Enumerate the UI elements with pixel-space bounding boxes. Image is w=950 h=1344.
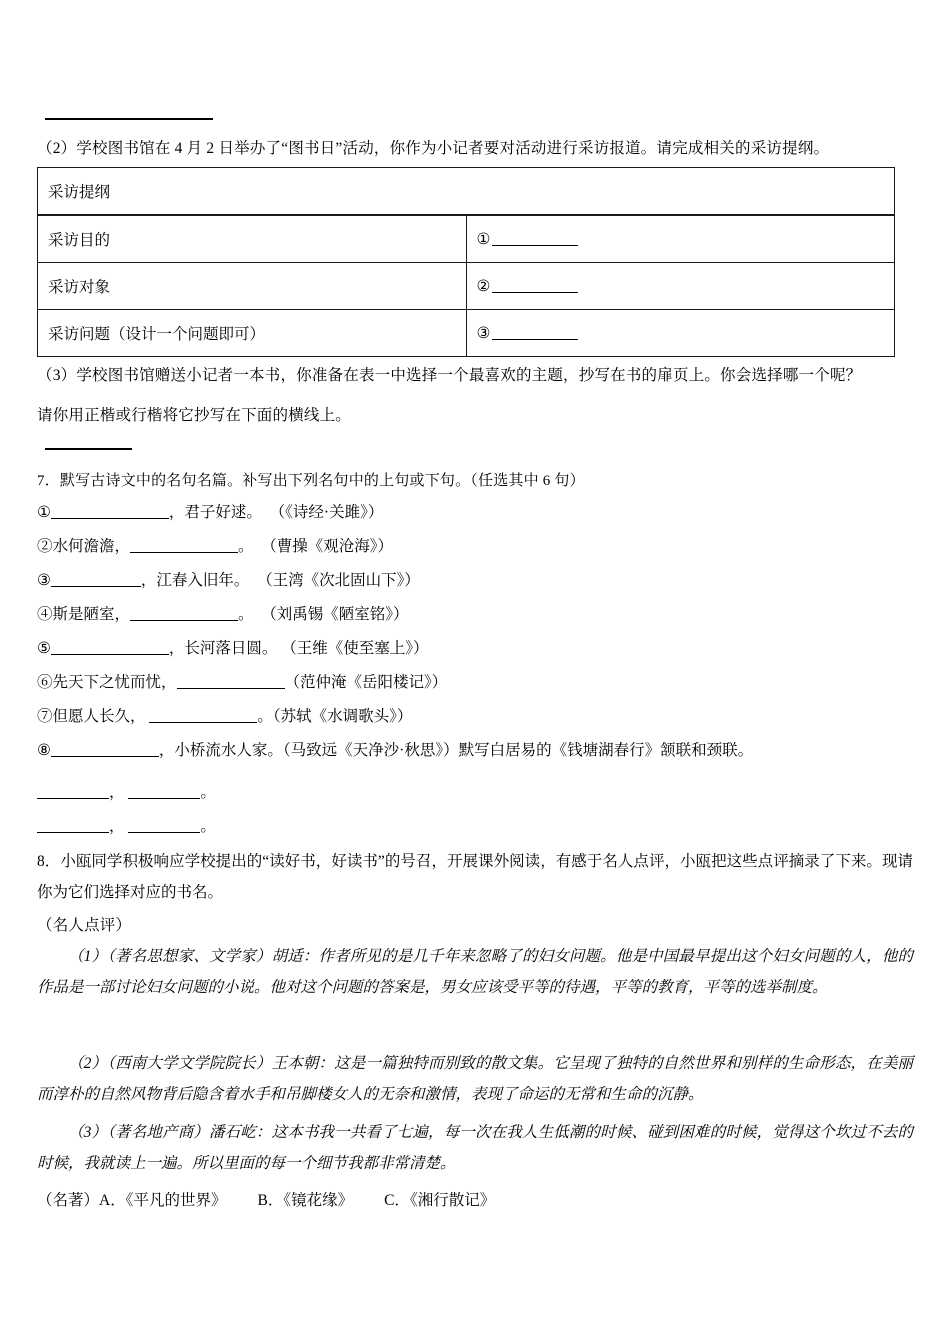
- table-cell-label: 采访目的: [38, 215, 467, 263]
- q7-item-before: 但愿人长久，: [52, 708, 146, 725]
- section-3-line-2: 请你用正楷或行楷将它抄写在下面的横线上。: [37, 407, 352, 424]
- answer-rule-top: [45, 118, 213, 120]
- answer-blank[interactable]: [492, 278, 578, 293]
- option-b-title[interactable]: 《镜花缘》: [283, 1192, 354, 1209]
- comment-name: 王本朝：: [271, 1055, 335, 1072]
- q7-item-number: ⑤: [37, 640, 51, 657]
- comment-number: （3）: [68, 1124, 108, 1141]
- q7-item-5: [37, 636, 429, 658]
- option-a-key[interactable]: A．: [99, 1192, 126, 1209]
- q7-answer-line-2: [37, 814, 216, 836]
- option-a-title[interactable]: 《平凡的世界》: [125, 1192, 227, 1209]
- comment-number: （1）: [68, 948, 108, 965]
- answer-sep: 。: [200, 784, 216, 801]
- answer-sep: ，: [109, 784, 125, 801]
- answer-blank[interactable]: [130, 539, 238, 553]
- q7-item-before: 斯是陋室，: [52, 606, 131, 623]
- q7-item-before: 先天下之忧而忧，: [52, 674, 177, 691]
- table-cell-label: 采访对象: [38, 263, 467, 310]
- q7-item-after: 。: [257, 708, 273, 725]
- table-row: [38, 310, 895, 357]
- q7-item-after: 。: [238, 606, 254, 623]
- q7-item-source: （王维《使至塞上》）: [281, 640, 429, 657]
- answer-blank[interactable]: [492, 231, 578, 246]
- question-8-stem: 8．小瓯同学积极响应学校提出的“读好书，好读书”的号召，开展课外阅读，有感于名人点评，小瓯把这些点评摘录了下来。现请你为它们选择对应的书名。: [37, 853, 913, 901]
- q7-answer-line-1: [37, 780, 216, 802]
- option-b-key[interactable]: B．: [257, 1192, 284, 1209]
- q7-item-6: [37, 670, 447, 692]
- comment-text: 作者所见的是几千年来忽略了的妇女问题。他是中国最早提出这个妇女问题的人，他的作品是一部讨论妇女问题的小说。他对这个问题的答案是，男女应该受平等的待遇，平等的教育，平等的选举制度。: [37, 948, 913, 996]
- q7-item-after: ，江春入旧年。: [140, 572, 250, 589]
- table-cell-label: 采访问题（设计一个问题即可）: [38, 310, 467, 357]
- q7-item-4: [37, 602, 409, 624]
- table-row: [38, 263, 895, 310]
- comment-item-1: [37, 941, 913, 1003]
- answer-blank[interactable]: [177, 675, 285, 689]
- answer-blank[interactable]: [37, 785, 109, 799]
- option-c-key[interactable]: C．: [384, 1192, 410, 1209]
- answer-sep: ，: [109, 818, 125, 835]
- q7-item-source: （《诗经·关雎》）: [269, 504, 384, 521]
- q7-item-after: 。: [238, 538, 254, 555]
- answer-sep: 。: [200, 818, 216, 835]
- q7-item-1: [37, 500, 383, 522]
- q7-item-number: ①: [37, 504, 51, 521]
- answer-blank[interactable]: [130, 607, 238, 621]
- q7-item-number: ②: [37, 538, 53, 555]
- q7-item-2: [37, 534, 393, 556]
- answer-blank[interactable]: [51, 641, 169, 655]
- table-cell-value: [466, 215, 895, 263]
- table-cell-value: [466, 310, 895, 357]
- q7-item-number: ⑥: [37, 674, 53, 691]
- comment-text: 这本书我一共看了七遍，每一次在我人生低潮的时候、碰到困难的时候，觉得这个坎过不去的时候，我就读上一遍。所以里面的每一个细节我都非常清楚。: [37, 1124, 913, 1172]
- table-cell-marker: ③: [476, 324, 491, 342]
- interview-outline-table: [37, 167, 895, 357]
- question-8-options: [37, 1188, 495, 1210]
- q7-item-number: ③: [37, 572, 51, 589]
- comment-role: （著名地产商）: [107, 1124, 209, 1141]
- answer-blank[interactable]: [128, 819, 200, 833]
- q7-item-source: （马致远《天净沙·秋思》）默写白居易的《钱塘湖春行》颔联和颈联。: [282, 742, 754, 759]
- q7-item-source: （刘禹锡《陋室铭》）: [261, 606, 409, 623]
- question-7-stem: 7．默写古诗文中的名句名篇。补写出下列名句中的上句或下句。（任选其中 6 句）: [37, 473, 585, 489]
- q7-item-after: ，小桥流水人家。: [158, 742, 283, 759]
- table-header-cell: 采访提纲: [38, 168, 895, 216]
- question-8-group-label: （名人点评）: [37, 917, 132, 934]
- comment-role: （西南大学文学院院长）: [107, 1055, 272, 1072]
- comment-name: 潘石屹：: [208, 1124, 272, 1141]
- comment-role: （著名思想家、文学家）: [107, 948, 272, 965]
- table-row: [38, 215, 895, 263]
- section-2-text: （2）学校图书馆在 4 月 2 日举办了“图书日”活动，你作为小记者要对活动进行采访报道。请完成相关的采访提纲。: [37, 140, 830, 157]
- answer-blank[interactable]: [51, 505, 169, 519]
- q7-item-after: ，长河落日圆。: [168, 640, 278, 657]
- q7-item-before: 水何澹澹，: [52, 538, 131, 555]
- q7-item-3: [37, 568, 420, 590]
- q7-item-number: ④: [37, 606, 53, 623]
- answer-blank[interactable]: [492, 325, 578, 340]
- q7-item-source: （王湾《次北固山下》）: [257, 572, 420, 589]
- table-cell-marker: ②: [476, 277, 491, 295]
- comment-item-3: [37, 1117, 913, 1179]
- q7-item-after: ，君子好逑。: [168, 504, 262, 521]
- option-c-title[interactable]: 《湘行散记》: [409, 1192, 496, 1209]
- comment-name: 胡适：: [271, 948, 319, 965]
- comment-item-2: [37, 1048, 913, 1110]
- q7-item-source: （范仲淹《岳阳楼记》）: [284, 674, 448, 691]
- table-row-header: [38, 168, 895, 216]
- answer-blank[interactable]: [128, 785, 200, 799]
- answer-blank[interactable]: [37, 819, 109, 833]
- section-3-line-1: （3）学校图书馆赠送小记者一本书，你准备在表一中选择一个最喜欢的主题，抄写在书的扉页上。你会选择哪一个呢？: [37, 367, 862, 384]
- answer-blank[interactable]: [51, 743, 159, 757]
- q7-item-source: （苏轼《水调歌头》）: [272, 708, 413, 725]
- q7-item-8: [37, 738, 753, 760]
- q7-item-number: ⑧: [37, 742, 51, 759]
- options-label: （名著）: [37, 1192, 100, 1209]
- table-cell-marker: ①: [476, 230, 491, 248]
- q7-item-7: [37, 704, 412, 726]
- answer-blank[interactable]: [51, 573, 141, 587]
- comment-number: （2）: [68, 1055, 108, 1072]
- answer-blank[interactable]: [149, 709, 257, 723]
- q7-item-source: （曹操《观沧海》）: [261, 538, 394, 555]
- table-cell-value: [466, 263, 895, 310]
- answer-rule-section-3: [45, 448, 132, 450]
- q7-item-number: ⑦: [37, 708, 53, 725]
- comment-text: 这是一篇独特而别致的散文集。它呈现了独特的自然世界和别样的生命形态，在美丽而淳朴的自然风物背后隐含着水手和吊脚楼女人的无奈和激情，表现了命运的无常和生命的沉静。: [37, 1055, 913, 1103]
